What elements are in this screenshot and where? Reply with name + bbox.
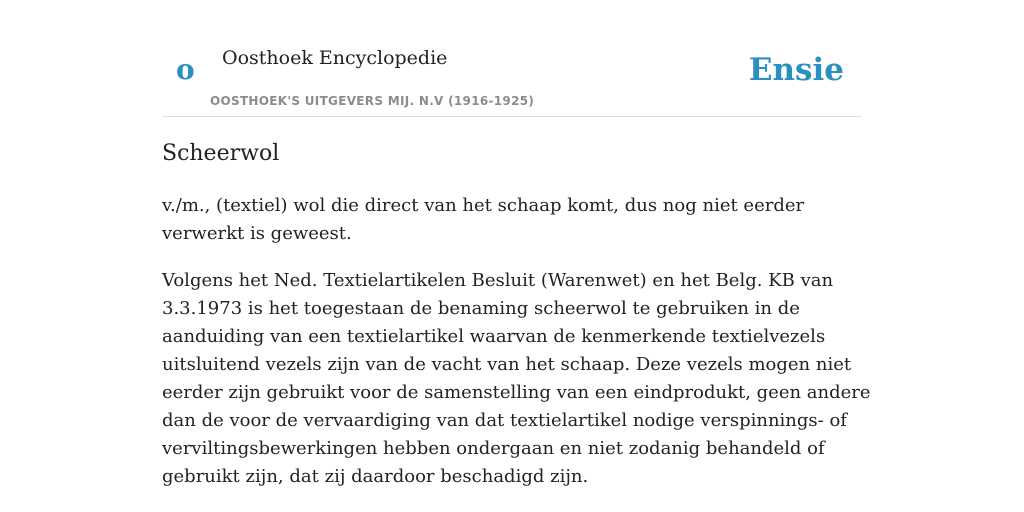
ensie-brand-link[interactable]: Ensie xyxy=(748,52,844,88)
encyclopedia-header xyxy=(162,30,862,117)
entry-title: Scheerwol xyxy=(162,141,280,166)
entry-paragraph: v./m., (textiel) wol die direct van het schaap komt, dus nog niet eerder verwerkt is geweest. xyxy=(162,195,805,244)
encyclopedia-logo-icon[interactable]: o xyxy=(176,53,195,86)
publisher-label: OOSTHOEK'S UITGEVERS MIJ. N.V (1916-1925) xyxy=(210,94,535,108)
entry-paragraph: Volgens het Ned. Textielartikelen Besluit (Warenwet) en het Belg. KB van 3.3.1973 is het toegestaan de benaming scheerwol te gebruiken in de aanduiding van een textielartikel waarvan de kenmerkende textielvezels uitsluitend vezels zijn van de vacht van het schaap. Deze vezels mogen niet eerder zijn gebruikt voor de samenstelling van een eindprodukt, geen andere dan de voor de vervaardiging van dat textielartikel nodige verspinnings- of verviltingsbewerkingen hebben ondergaan en niet zodanig behandeld of gebruikt zijn, dat zij daardoor beschadigd zijn. xyxy=(162,270,871,487)
entry-body xyxy=(162,192,872,510)
encyclopedia-title-link[interactable]: Oosthoek Encyclopedie xyxy=(222,47,448,69)
